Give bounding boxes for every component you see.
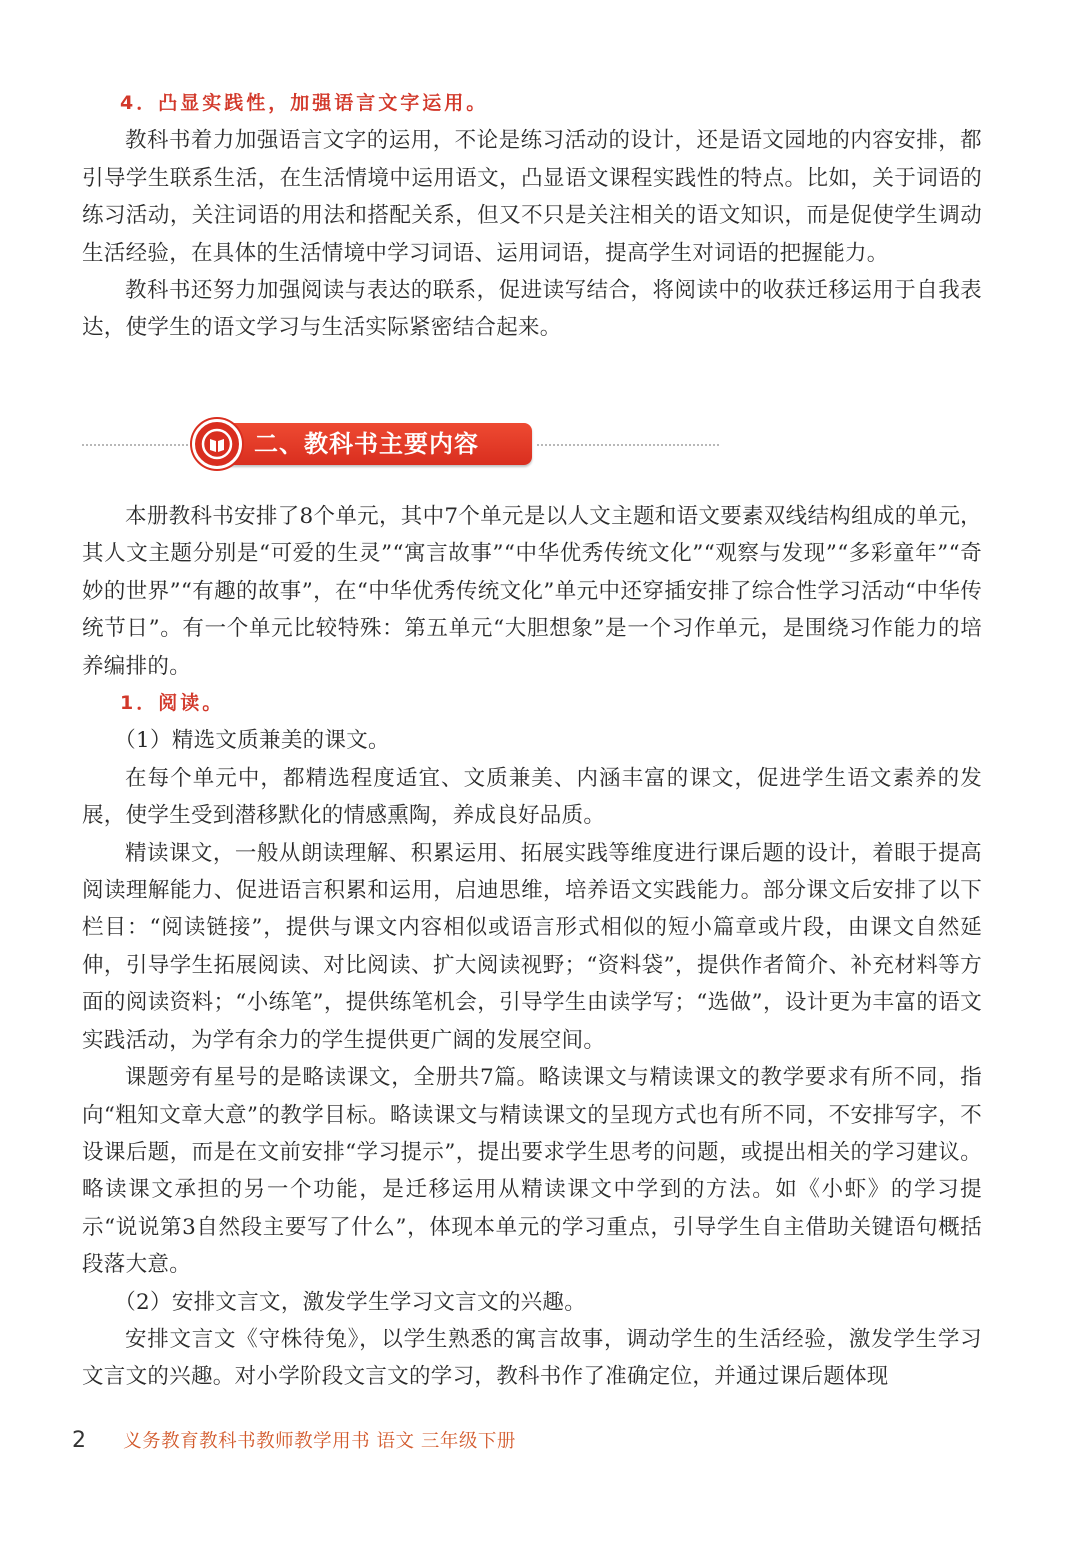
book-title: 义务教育教科书教师教学用书 语文 三年级下册	[123, 1431, 516, 1452]
main-content	[82, 498, 982, 1396]
page-number: 2	[72, 1428, 86, 1453]
book-icon	[192, 419, 242, 469]
paragraph: 精读课文，一般从朗读理解、积累运用、拓展实践等维度进行课后题的设计，着眼于提高阅读理解能力、促进语言积累和运用，启迪思维，培养语文实践能力。部分课文后安排了以下栏目：“阅读链接”，提供与课文内容相似或语言形式相似的短小篇章或片段，由课文自然延伸，引导学生拓展阅读、对比阅读、扩大阅读视野；“资料袋”，提供作者简介、补充材料等方面的阅读资料；“小练笔”，提供练笔机会，引导学生由读学写；“选做”，设计更为丰富的语文实践活动，为学有余力的学生提供更广阔的发展空间。	[82, 840, 982, 1053]
paragraph: 课题旁有星号的是略读课文，全册共7篇。略读课文与精读课文的教学要求有所不同，指向“粗知文章大意”的教学目标。略读课文与精读课文的呈现方式也有所不同，不安排写字，不设课后题，而是在文前安排“学习提示”，提出要求学生思考的问题，或提出相关的学习建议。略读课文承担的另一个功能，是迁移运用从精读课文中学到的方法。如《小虾》的学习提示“说说第3自然段主要写了什么”，体现本单元的学习重点，引导学生自主借助关键语句概括段落大意。	[82, 1065, 982, 1278]
section-4-heading: 4．凸显实践性，加强语言文字运用。	[120, 92, 489, 114]
dotted-divider-right	[537, 444, 719, 446]
paragraph: 安排文言文《守株待兔》，以学生熟悉的寓言故事，调动学生的生活经验，激发学生学习文言文的兴趣。对小学阶段文言文的学习，教科书作了准确定位，并通过课后题体现	[82, 1326, 982, 1390]
section-banner	[82, 420, 722, 472]
section-title: 二、教科书主要内容	[254, 430, 479, 458]
paragraph: 教科书还努力加强阅读与表达的联系，促进读写结合，将阅读中的收获迁移运用于自我表达，使学生的语文学习与生活实际紧密结合起来。	[82, 278, 982, 341]
intro-paragraph: 本册教科书安排了8个单元，其中7个单元是以人文主题和语文要素双线结构组成的单元，其人文主题分别是“可爱的生灵”“寓言故事”“中华优秀传统文化”“观察与发现”“多彩童年”“奇妙的世界”“有趣的故事”，在“中华优秀传统文化”单元中还穿插安排了综合性学习活动“中华传统节日”。有一个单元比较特殊：第五单元“大胆想象”是一个习作单元，是围绕习作能力的培养编排的。	[82, 504, 982, 679]
paragraph: 在每个单元中，都精选程度适宜、文质兼美、内涵丰富的课文，促进学生语文素养的发展，使学生受到潜移默化的情感熏陶，养成良好品质。	[82, 765, 982, 829]
banner-pill	[192, 423, 532, 465]
page-footer	[72, 1424, 516, 1458]
subsection-2-heading: （2）安排文言文，激发学生学习文言文的兴趣。	[114, 1289, 587, 1315]
subsection-1-heading: （1）精选文质兼美的课文。	[114, 728, 390, 754]
paragraph: 教科书着力加强语言文字的运用，不论是练习活动的设计，还是语文园地的内容安排，都引导学生联系生活，在生活情境中运用语文，凸显语文课程实践性的特点。比如，关于词语的练习活动，关注词语的用法和搭配关系，但又不只是关注相关的语文知识，而是促使学生调动生活经验，在具体的生活情境中学习词语、运用词语，提高学生对词语的把握能力。	[82, 128, 982, 266]
dotted-divider-left	[82, 444, 192, 446]
reading-heading: 1．阅读。	[120, 692, 225, 715]
section-4	[82, 85, 982, 347]
